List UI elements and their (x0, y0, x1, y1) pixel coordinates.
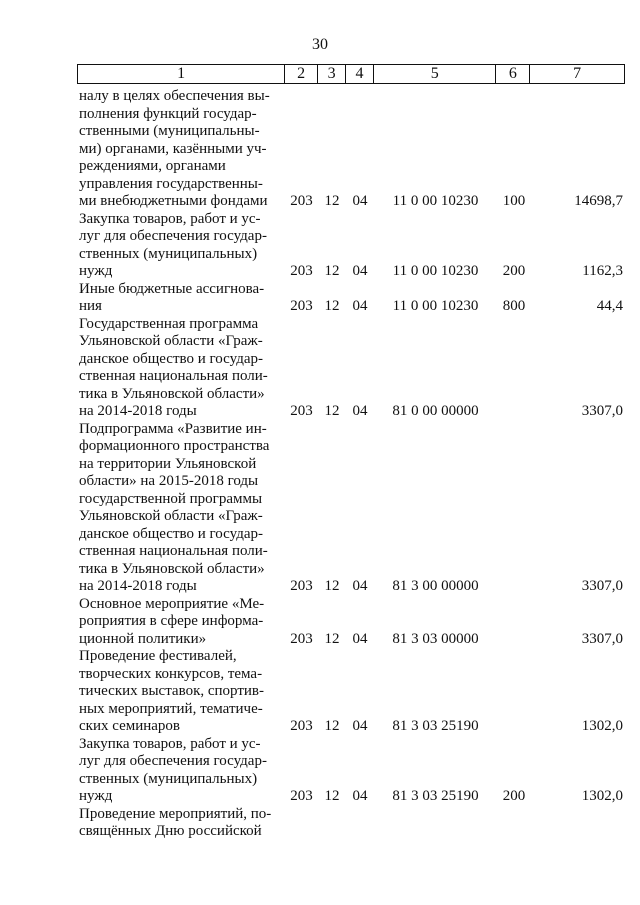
cell-target-article: 81 3 03 00000 (392, 630, 479, 647)
table-row (77, 648, 625, 736)
cell-target-article: 81 3 03 25190 (392, 718, 479, 734)
table-row (77, 596, 625, 649)
row-description: налу в целях обеспечения вы- полнения функций государ- ственными (муниципальны- ми) органами, казёнными уч- реждениями, органами управления государственны- ми внебюджетными фондами (79, 88, 270, 209)
cell-code: 203 (290, 403, 313, 419)
cell-code: 203 (290, 718, 313, 734)
cell-amount: 1162,3 (582, 263, 623, 279)
table-row (77, 211, 625, 281)
cell-section: 12 (324, 788, 340, 804)
cell-subsection: 04 (352, 403, 368, 419)
row-description: Подпрограмма «Развитие ин- формационного пространства на территории Ульяновской области» на 2015-2018 годы государственной программы Ульяновской области «Граж- данское общество и государ- ственная национальная поли- тика в Ульяновской области» на 2014-2018 годы (79, 420, 270, 594)
cell-subsection: 04 (352, 718, 368, 734)
cell-code: 203 (290, 298, 313, 314)
cell-target-article: 11 0 00 10230 (392, 263, 479, 279)
cell-expense-type: 100 (502, 193, 526, 209)
cell-section: 12 (324, 263, 340, 279)
cell-code: 203 (290, 578, 313, 594)
page-number: 30 (312, 36, 328, 53)
table-row (77, 316, 625, 421)
cell-code: 203 (290, 193, 313, 209)
row-description: Государственная программа Ульяновской области «Граж- данское общество и государ- ственная национальная поли- тика в Ульяновской области» на 2014-2018 годы (79, 315, 268, 419)
table-row (77, 736, 625, 806)
header-col-7: 7 (573, 65, 582, 82)
cell-subsection: 04 (352, 630, 368, 647)
cell-amount: 44,4 (596, 298, 623, 314)
header-col-5: 5 (374, 65, 497, 83)
cell-amount: 3307,0 (581, 578, 623, 594)
cell-amount: 1302,0 (581, 788, 623, 804)
cell-subsection: 04 (352, 193, 368, 209)
header-col-4: 4 (346, 65, 374, 83)
cell-amount: 14698,7 (574, 193, 623, 209)
cell-subsection: 04 (352, 263, 368, 279)
table-row (77, 806, 625, 841)
cell-code: 203 (290, 630, 313, 647)
cell-target-article: 11 0 00 10230 (392, 298, 479, 314)
cell-target-article: 81 0 00 00000 (392, 403, 479, 419)
table-header (77, 64, 625, 84)
cell-subsection: 04 (352, 298, 368, 314)
table-body (77, 88, 625, 841)
header-col-6: 6 (496, 65, 530, 83)
cell-section: 12 (324, 630, 340, 647)
cell-expense-type: 200 (502, 788, 526, 804)
cell-section: 12 (324, 718, 340, 734)
row-description: Проведение мероприятий, по- свящённых Дню российской (79, 805, 272, 839)
cell-section: 12 (324, 298, 340, 314)
header-col-1: 1 (78, 65, 285, 83)
cell-subsection: 04 (352, 788, 368, 804)
row-description: Основное мероприятие «Ме- роприятия в сфере информа- ционной политики» (79, 595, 265, 647)
cell-section: 12 (324, 403, 340, 419)
header-col-3: 3 (318, 65, 346, 83)
cell-subsection: 04 (352, 578, 368, 594)
row-description: Закупка товаров, работ и ус- луг для обеспечения государ- ственных (муниципальных) нужд (79, 210, 267, 279)
table-row (77, 281, 625, 316)
cell-code: 203 (290, 788, 313, 804)
cell-code: 203 (290, 263, 313, 279)
table-row (77, 421, 625, 596)
header-col-2: 2 (285, 65, 318, 83)
cell-amount: 3307,0 (581, 403, 623, 419)
row-description: Проведение фестивалей, творческих конкурсов, тема- тических выставок, спортив- ных мероприятий, тематиче- ских семинаров (79, 648, 265, 734)
cell-amount: 1302,0 (581, 718, 623, 734)
table-row (77, 88, 625, 211)
cell-target-article: 81 3 03 25190 (392, 788, 479, 804)
cell-expense-type: 200 (502, 263, 526, 279)
cell-amount: 3307,0 (581, 630, 623, 647)
cell-expense-type: 800 (502, 298, 526, 314)
row-description: Иные бюджетные ассигнова- ния (79, 280, 265, 314)
cell-section: 12 (324, 193, 340, 209)
row-description: Закупка товаров, работ и ус- луг для обеспечения государ- ственных (муниципальных) нужд (79, 735, 267, 804)
cell-section: 12 (324, 578, 340, 594)
cell-target-article: 11 0 00 10230 (392, 193, 479, 209)
cell-target-article: 81 3 00 00000 (392, 578, 479, 594)
